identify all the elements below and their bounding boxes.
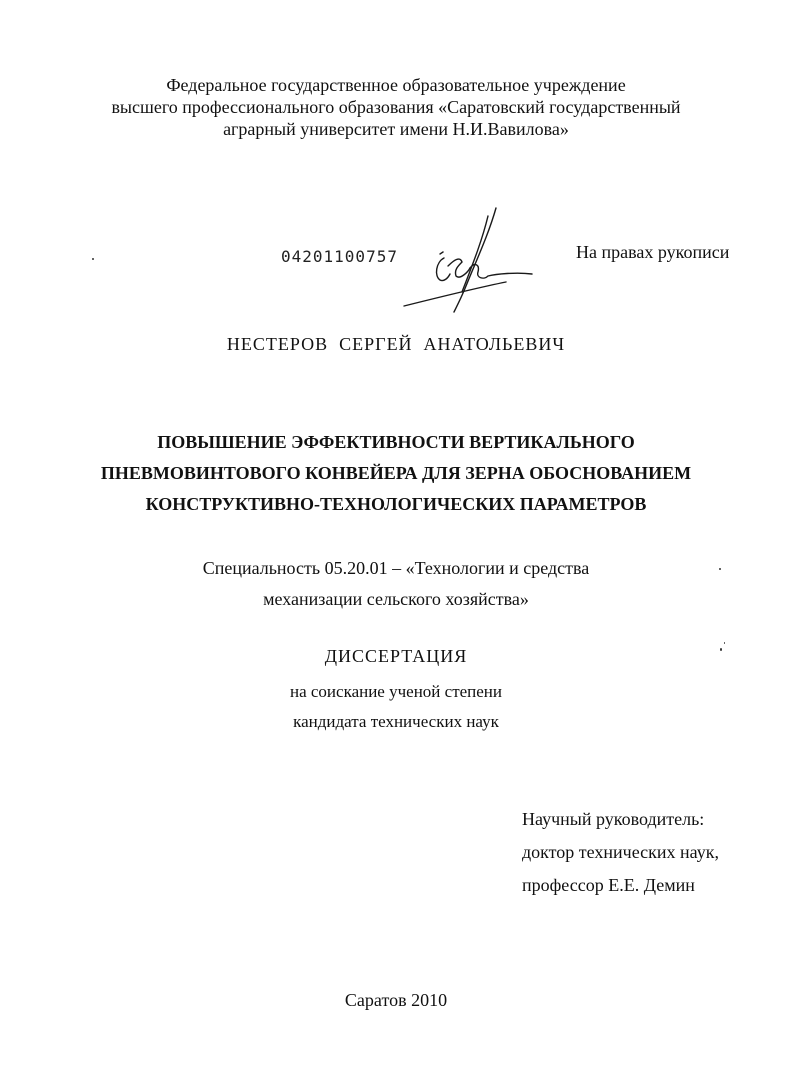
scan-speck	[724, 642, 725, 644]
rights-note: На правах рукописи	[576, 242, 730, 262]
specialty-line-1: Специальность 05.20.01 – «Технологии и средства	[202, 558, 590, 578]
title-line-2: ПНЕВМОВИНТОВОГО КОНВЕЙЕРА ДЛЯ ЗЕРНА ОБОСНОВАНИЕМ	[100, 463, 692, 483]
handwritten-signature	[396, 206, 536, 316]
dissertation-title	[0, 427, 792, 520]
degree-line-1: на соискание ученой степени	[289, 682, 503, 701]
organization-line-1: Федеральное государственное образовательное учреждение	[166, 75, 626, 95]
city-year: Саратов 2010	[344, 990, 448, 1010]
scan-speck	[92, 258, 94, 260]
scan-speck	[720, 648, 722, 651]
supervisor-name: профессор Е.Е. Демин	[522, 875, 695, 895]
organization-line-2: высшего профессионального образования «Саратовский государственный	[111, 97, 681, 117]
title-line-3: КОНСТРУКТИВНО-ТЕХНОЛОГИЧЕСКИХ ПАРАМЕТРОВ	[145, 494, 647, 514]
registration-code: 04201100757	[281, 247, 398, 266]
supervisor-title: доктор технических наук,	[522, 842, 719, 862]
supervisor-block	[522, 803, 719, 902]
title-line-1: ПОВЫШЕНИЕ ЭФФЕКТИВНОСТИ ВЕРТИКАЛЬНОГО	[157, 432, 635, 452]
document-type: ДИССЕРТАЦИЯ	[324, 646, 468, 666]
scan-speck	[719, 568, 721, 570]
supervisor-role: Научный руководитель:	[522, 809, 705, 829]
author-name: НЕСТЕРОВ СЕРГЕЙ АНАТОЛЬЕВИЧ	[226, 334, 566, 354]
degree-line-2: кандидата технических наук	[293, 712, 499, 731]
specialty	[0, 553, 792, 615]
organization-line-3: аграрный университет имени Н.И.Вавилова»	[223, 119, 569, 139]
organization-header	[0, 74, 792, 140]
specialty-line-2: механизации сельского хозяйства»	[263, 589, 529, 609]
degree	[0, 677, 792, 737]
